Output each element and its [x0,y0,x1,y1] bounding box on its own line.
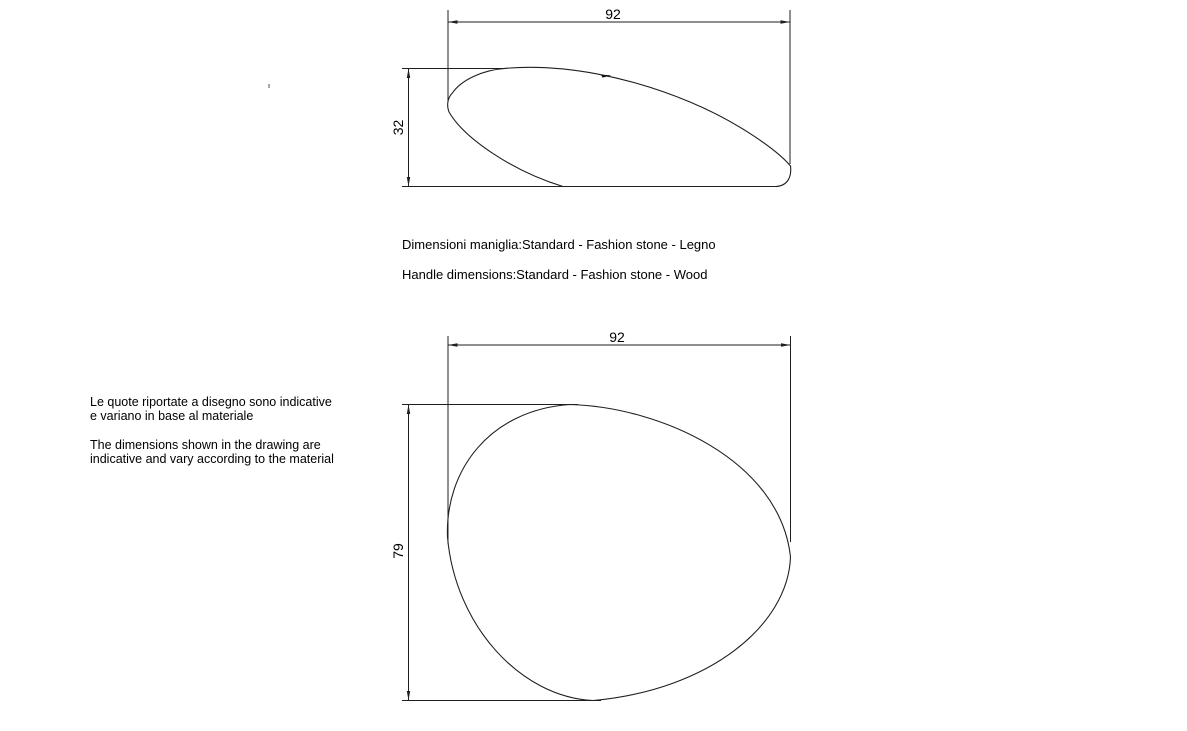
arrowhead-right-icon [781,20,791,23]
front-view-width-label: 92 [609,329,625,345]
caption-italian: Dimensioni maniglia:Standard - Fashion stone - Legno [402,237,716,252]
side-view-drawing [390,6,791,187]
front-view-drawing [390,329,791,701]
side-view-outline [448,67,791,186]
note-english [90,439,334,467]
side-view-height-label: 32 [390,119,406,136]
stray-mark [268,84,270,88]
arrowhead-right-icon [781,343,791,346]
arrowhead-up-icon [407,69,410,79]
note-italian [90,396,334,424]
front-view-outline [447,405,790,701]
arrowhead-left-icon [448,20,458,23]
note-italian-line2: e variano in base al materiale [90,408,254,423]
front-view-height-label: 79 [390,543,406,559]
arrowhead-down-icon [407,177,410,187]
side-view-width-label: 92 [605,6,621,22]
arrowhead-up-icon [407,405,410,415]
arrowhead-left-icon [448,343,458,346]
caption-english: Handle dimensions:Standard - Fashion stone - Wood [402,267,708,282]
arrowhead-down-icon [407,691,410,701]
note-english-line1: The dimensions shown in the drawing are [90,437,321,452]
notes-block [90,396,334,467]
note-english-line2: indicative and vary according to the material [90,451,334,466]
note-italian-line1: Le quote riportate a disegno sono indicative [90,395,332,409]
